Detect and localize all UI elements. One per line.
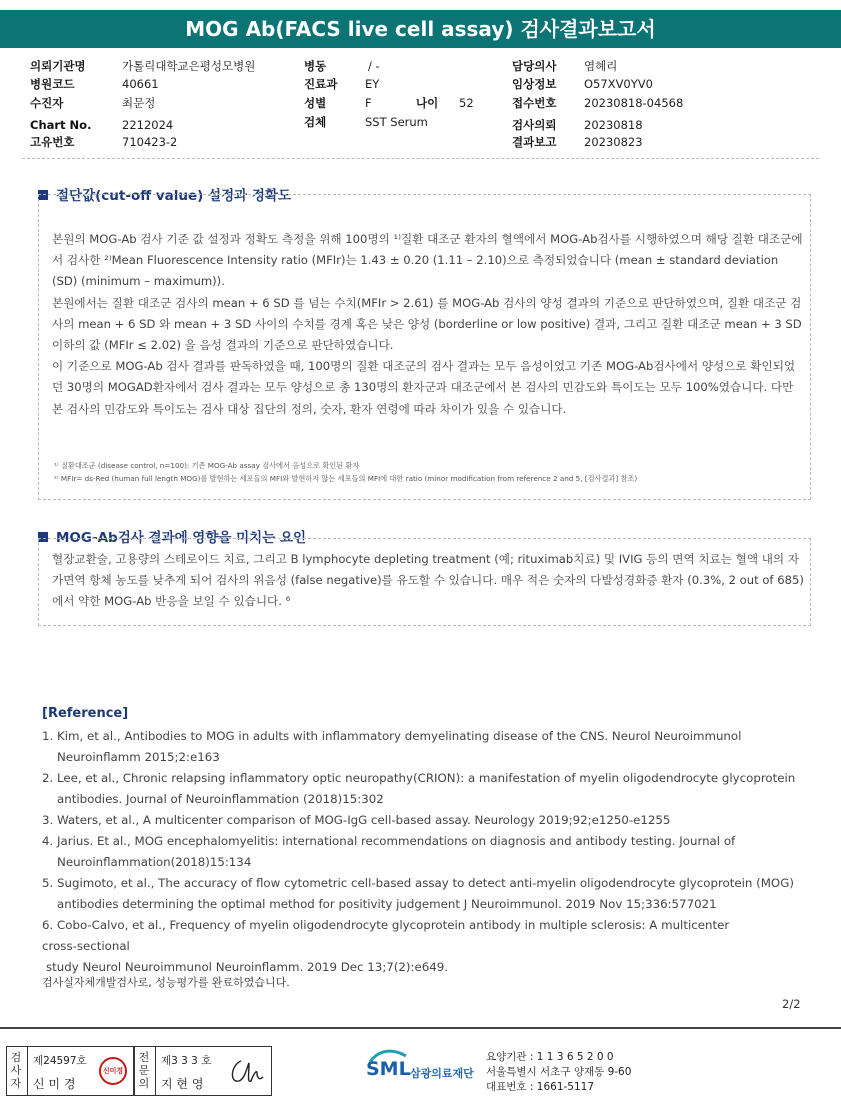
label-department: 진료과 <box>304 77 338 91</box>
validation-note: 검사실자체개발검사로, 성능평가를 완료하였습니다. <box>42 976 290 989</box>
value-hospital-code: 40661 <box>122 77 159 91</box>
reference-title: [Reference] <box>42 706 129 721</box>
patient-info <box>0 56 841 152</box>
label-doctor: 담당의사 <box>512 59 557 73</box>
examiner-name: 신 미 경 <box>33 1077 76 1091</box>
label-ward: 병동 <box>304 59 327 73</box>
label-patient: 수진자 <box>30 96 64 110</box>
label-hospital: 의뢰기관명 <box>30 59 86 73</box>
examiner-seal-icon: 신미경 <box>99 1057 127 1085</box>
section-factors-body: 혈장교환술, 고용량의 스테로이드 치료, 그리고 B lymphocyte depleting treatment (예; rituximab치료) 및 IVIG 등의 면역 치료는 혈액 내의 자가면역 항체 농도를 낮추게 되어 검사의 위음성 (false negative)를 유도할 수 있습니다. 매우 적은 숫자의 다발성경화증 환자 (0.3%, 2 out of 685)에서 약한 MOG-Ab 반응을 보일 수 있습니다. ⁶ <box>52 552 804 609</box>
report-title: MOG Ab(FACS live cell assay) 검사결과보고서 <box>0 10 841 48</box>
label-receipt-no: 접수번호 <box>512 96 557 110</box>
label-specimen: 검체 <box>304 115 327 129</box>
section-cutoff-heading: 절단값(cut-off value) 설정과 정확도 <box>56 188 291 204</box>
value-doctor: 염혜리 <box>584 59 618 73</box>
value-sex: F <box>365 96 372 110</box>
label-request-date: 검사의뢰 <box>512 118 557 132</box>
specialist-vertical-label: 전 문 의 <box>138 1051 150 1090</box>
value-department: EY <box>365 77 380 91</box>
value-chart-no: 2212024 <box>122 118 174 132</box>
value-clinical-info: O57XV0YV0 <box>584 77 653 91</box>
header-divider <box>22 158 819 159</box>
org-info <box>486 1050 631 1095</box>
label-chart-no: Chart No. <box>30 118 92 132</box>
value-ward: / - <box>368 59 380 73</box>
label-report-date: 결과보고 <box>512 135 557 149</box>
specialist-signature-block <box>134 1046 272 1096</box>
value-hospital: 가톨릭대학교은평성모병원 <box>122 59 256 73</box>
specialist-name: 지 현 영 <box>161 1077 204 1091</box>
examiner-license: 제24597호 <box>33 1055 87 1067</box>
sml-logo <box>366 1048 484 1090</box>
reference-item-6: 6. Cobo-Calvo, et al., Frequency of myelin oligodendrocyte glycoprotein antibody in multiple sclerosis: A multicenter cross-sectional study Neurol Neuroimmunol Neuroinflamm. 2019 Dec 13;7(2):e649. <box>42 918 730 974</box>
cutoff-paragraph-2: 본원에서는 질환 대조군 검사의 mean + 6 SD 를 넘는 수치(MFIr > 2.61) 를 MOG-Ab 검사의 양성 결과의 기준으로 판단하였으며, 질환 대조군 검사의 mean + 6 SD 와 mean + 3 SD 사이의 수치를 경계 혹은 낮은 양성 (borderline or low positive) 결과, 그리고 질환 대조군 mean + 3 SD 이하의 값 (MFIr ≤ 2.02) 을 음성 결과의 기준으로 판단하였습니다. <box>52 295 802 353</box>
org-code: 요양기관 : 1 1 3 6 5 2 0 0 <box>486 1051 614 1063</box>
label-clinical-info: 임상정보 <box>512 77 557 91</box>
org-phone: 대표번호 : 1661-5117 <box>486 1081 595 1093</box>
reference-item-2: 2. Lee, et al., Chronic relapsing inflammatory optic neuropathy(CRION): a manifestation of myelin oligodendrocyte glycoprotein antibodies. Journal of Neuroinflammation (2018)15:302 <box>42 771 796 806</box>
reference-item-1: 1. Kim, et al., Antibodies to MOG in adults with inflammatory demyelinating disease of the CNS. Neurol Neuroimmunol Neuroinflamm 2015;2:e163 <box>42 729 742 764</box>
label-age: 나이 <box>416 96 439 110</box>
cutoff-footnotes <box>54 459 804 485</box>
value-unique-no: 710423-2 <box>122 135 178 149</box>
footnote-1: ¹⁾ 질환대조군 (disease control, n=100): 기존 MOG-Ab assay 검사에서 음성으로 확인된 환자 <box>54 461 360 470</box>
footer-divider <box>0 1027 841 1029</box>
page-number: 2/2 <box>782 997 801 1011</box>
examiner-vertical-label: 검 사 자 <box>10 1051 22 1090</box>
logo-text: SML <box>366 1058 411 1080</box>
reference-list <box>42 726 812 978</box>
specialist-license: 제3 3 3 호 <box>161 1055 212 1067</box>
cutoff-paragraph-1: 본원의 MOG-Ab 검사 기준 값 설정과 정확도 측정을 위해 100명의 ¹⁾질환 대조군 환자의 혈액에서 MOG-Ab검사를 시행하였으며 해당 질환 대조군에서 검사한 ²⁾Mean Fluorescence Intensity ratio (MFIr)는 1.43 ± 0.20 (1.11 – 2.10)으로 측정되었습니다 (mean ± standard deviation (SD) (minimum – maximum)). <box>52 232 803 289</box>
cutoff-paragraph-3: 이 기준으로 MOG-Ab 검사 결과를 판독하였을 때, 100명의 질환 대조군의 검사 결과는 모두 음성이었고 기존 MOG-Ab검사에서 양성으로 확인되었던 30명의 MOGAD환자에서 검사 결과는 모두 양성으로 총 130명의 환자군과 대조군에서 본 검사의 민감도와 특이도는 모두 100%였습니다. 다만 본 검사의 민감도와 특이도는 검사 대상 집단의 정의, 숫자, 환자 연령에 따라 차이가 있을 수 있습니다. <box>52 359 796 416</box>
label-sex: 성별 <box>304 96 327 110</box>
value-patient: 최문정 <box>122 96 156 110</box>
section-cutoff-body <box>52 229 804 420</box>
org-address: 서울특별시 서초구 양재동 9-60 <box>486 1066 632 1078</box>
label-unique-no: 고유번호 <box>30 135 75 149</box>
value-report-date: 20230823 <box>584 135 643 149</box>
reference-item-5: 5. Sugimoto, et al., The accuracy of flow cytometric cell-based assay to detect anti-myelin oligodendrocyte glycoprotein (MOG) antibodies determining the optimal method for positivity judgement J Neuroimmunol. 2019 Nov 15;336:577021 <box>42 876 794 911</box>
reference-item-4: 4. Jarius. Et al., MOG encephalomyelitis: international recommendations on diagnosis and antibody testing. Journal of Neuroinflammation(2018)15:134 <box>42 834 736 869</box>
value-receipt-no: 20230818-04568 <box>584 96 684 110</box>
label-hospital-code: 병원코드 <box>30 77 75 91</box>
examiner-signature-block <box>6 1046 134 1096</box>
org-name: 삼광의료재단 <box>410 1067 474 1080</box>
reference-item-3: 3. Waters, et al., A multicenter comparison of MOG-IgG cell-based assay. Neurology 2019;92;e1250-e1255 <box>42 813 671 827</box>
specialist-signature-icon <box>227 1055 267 1089</box>
section-factors-heading: MOG-Ab검사 결과에 영향을 미치는 요인 <box>56 530 307 546</box>
value-age: 52 <box>459 96 474 110</box>
value-request-date: 20230818 <box>584 118 643 132</box>
footnote-2: ²⁾ MFIr= ds-Red (human full length MOG)를 발현하는 세포들의 MFI와 발현하지 않는 세포들의 MFI에 대한 ratio (minor modification from reference 2 and 5, [검사결과] 참조) <box>54 474 638 483</box>
value-specimen: SST Serum <box>365 115 428 129</box>
